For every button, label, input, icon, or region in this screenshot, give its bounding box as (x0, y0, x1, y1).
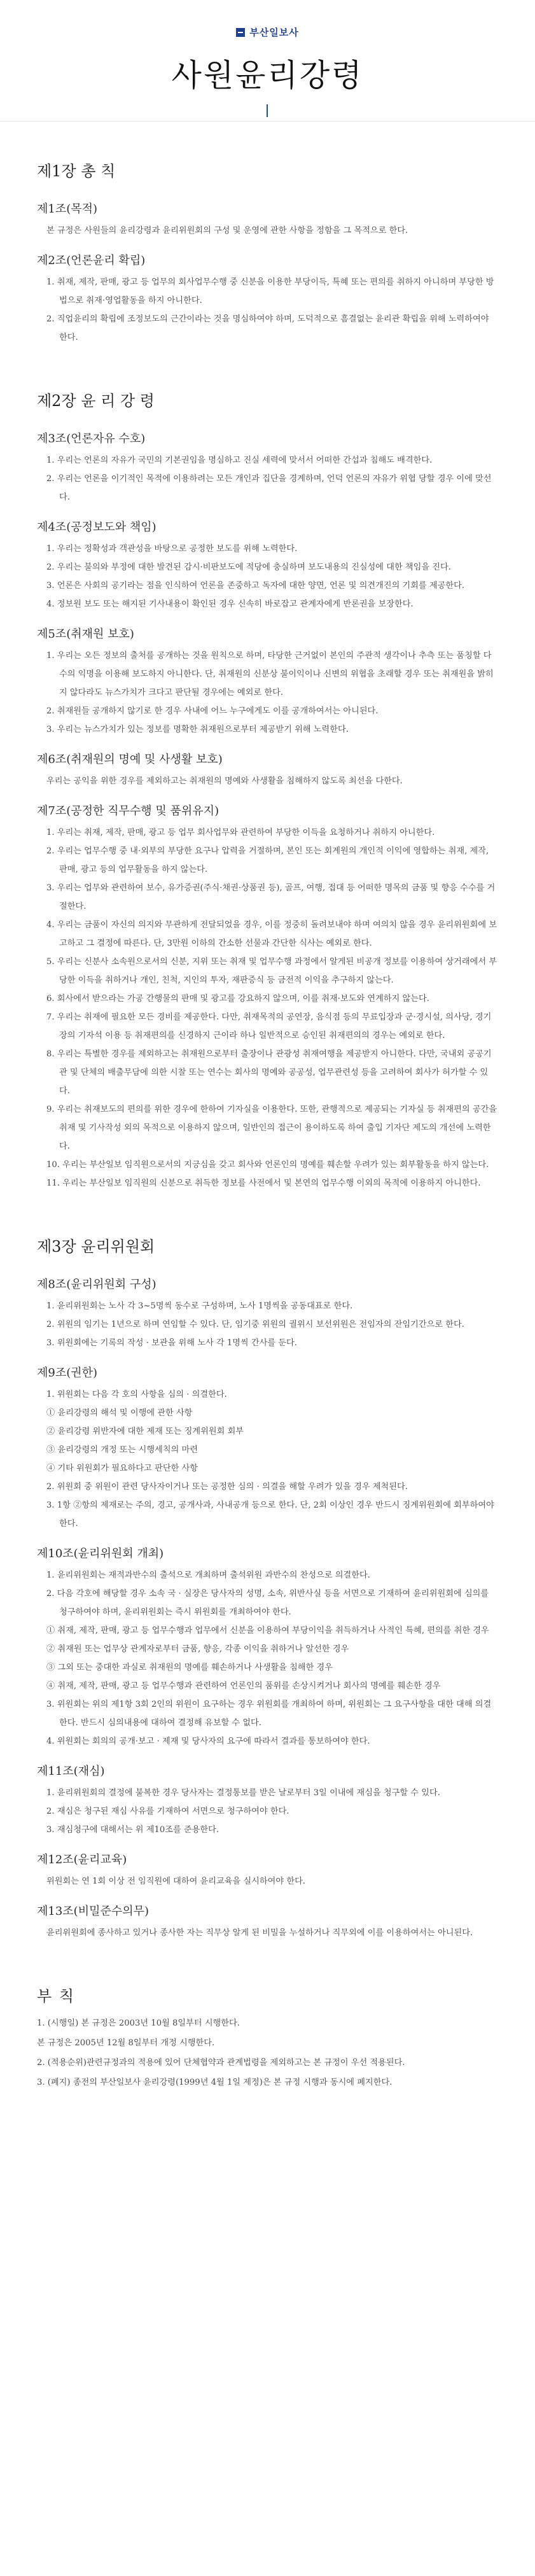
article-item: 3. 재심청구에 대해서는 위 제10조를 준용한다. (46, 1825, 219, 1835)
article-item: 11. 우리는 부산일보 임직원의 신분으로 취득한 정보를 사전에서 및 본연의 업무수행 이외의 목적에 이용하지 아니한다. (46, 1179, 481, 1188)
article-item: ② 윤리강령 위반자에 대한 제재 또는 징계위원회 회부 (46, 1427, 244, 1436)
article (37, 251, 498, 347)
article-item: 6. 회사에서 받으라는 가공 간행물의 판매 및 광고를 강요하지 않으며, 이를 취재·보도와 연계하지 않는다. (46, 994, 429, 1004)
article-body (37, 1872, 498, 1891)
article (37, 1902, 498, 1942)
article-item: 3. 1항 ②항의 제재로는 주의, 경고, 공개사과, 사내공개 등으로 한다. 단, 2회 이상인 경우 반드시 징계위원회에 회부하여야 한다. (46, 1501, 494, 1529)
article-item: 3. 위원회에는 기록의 작성 · 보관을 위해 노사 각 1명씩 간사를 둔다. (46, 1338, 297, 1348)
article-item: 8. 우리는 특별한 경우를 제외하고는 취재원으로부터 출장이나 관광성 취재여행을 제공받지 아니한다. 다만, 국내외 공공기관 및 단체의 배출무담에 의한 시찰 또는 연수는 회사의 명예와 공공성, 업무관련성 등을 고려하여 회사가 허가할 수 있다. (46, 1049, 492, 1096)
article-title: 제11조(재심) (37, 1765, 105, 1778)
article-item: 3. 우리는 업무와 관련하여 보수, 유가증권(주식·채권·상품권 등), 골프, 여행, 접대 등 어떠한 명목의 금품 및 향응 수수를 거절한다. (46, 883, 496, 911)
addenda-item: 1. (시행일) 본 규정은 2003년 10월 8일부터 시행한다. (37, 2019, 240, 2028)
article-title: 제2조(언론윤리 확립) (37, 254, 146, 267)
article-title: 제12조(윤리교육) (37, 1853, 127, 1866)
logo-icon (236, 28, 245, 37)
article-item: 2. 위원의 임기는 1년으로 하며 연임할 수 있다. 단, 임기중 위원의 궐위시 보선위원은 전임자의 잔임기간으로 한다. (46, 1320, 464, 1329)
article-body (37, 540, 498, 613)
article-item: 10. 우리는 부산일보 임직원으로서의 지긍심을 갖고 회사와 언론인의 명예를 훼손할 우려가 있는 회부활동을 하지 않는다. (46, 1160, 489, 1170)
article (37, 1544, 498, 1751)
article-item: 2. 위원회 중 위원이 관련 당사자이거나 또는 공정한 심의 · 의결을 해할 우려가 있을 경우 제척된다. (46, 1482, 408, 1492)
article-item: 1. 우리는 언론의 자유가 국민의 기본권임을 명심하고 진실 세력에 맞서서 어떠한 간섭과 침해도 배격한다. (46, 456, 433, 465)
addenda-item: 본 규정은 2005년 12월 8일부터 개정 시행한다. (37, 2038, 215, 2048)
brand-name: 부산일보사 (249, 27, 299, 38)
chapter-heading: 제1장 총 칙 (37, 162, 116, 180)
article-items (37, 540, 498, 613)
article-body (37, 1566, 498, 1751)
page-title: 사원윤리강령 (171, 57, 364, 94)
addenda-heading: 부 칙 (37, 1987, 75, 2005)
article-items (37, 1385, 498, 1533)
article-title: 제3조(언론자유 수호) (37, 432, 146, 445)
article-item: ① 취재, 제작, 판매, 광고 등 업무수행과 업무에서 신분을 이용하여 부당이익을 취득하거나 사적인 특혜, 편의를 취한 경우 (46, 1626, 489, 1635)
article-title: 제10조(윤리위원회 개최) (37, 1547, 164, 1560)
article-paragraph: 본 규정은 사원들의 윤리강령과 윤리위원회의 구성 및 운영에 관한 사항을 정함을 그 목적으로 한다. (46, 226, 408, 235)
page-header (0, 0, 535, 122)
article-items (37, 451, 498, 507)
article-item: ④ 취재, 제작, 판매, 광고 등 업무수행과 관련하여 언론인의 품위를 손상시켜거나 회사의 명예를 훼손한 경우 (46, 1681, 441, 1691)
chapter-3 (37, 1234, 498, 1942)
article-body (37, 221, 498, 240)
article-title: 제6조(취재원의 명예 및 사생활 보호) (37, 753, 223, 766)
article (37, 625, 498, 739)
article-item: 1. 우리는 취재, 제작, 판매, 광고 등 업무 회사업무와 관련하여 부당한 이득을 요청하거나 취하지 아니한다. (46, 828, 435, 837)
article-item: 2. 취재원들 공개하지 않기로 한 경우 사내에 어느 누구에게도 이를 공개하여서는 아니된다. (46, 706, 379, 716)
article-title: 제4조(공정보도와 책임) (37, 521, 156, 534)
article-items (37, 1297, 498, 1352)
article-item: 1. 우리는 오든 정보의 출처를 공개하는 것을 원칙으로 하며, 타당한 근거없이 본인의 주관적 생각이나 추측 또는 품칭할 다수의 익명을 이용해 보도하지 아니한다. 단, 취재원의 신분상 불이익이나 신변의 위협을 초래할 경우 또는 취재원을 밝히지 않다라도 뉴스가치가 크다고 판단될 경우에는 예외로 한다. (46, 651, 494, 697)
article-item: ② 취재원 또는 업무상 관계자로부터 금품, 향응, 각종 이익을 취하거나 알선한 경우 (46, 1644, 349, 1654)
article-body (37, 1784, 498, 1839)
article-paragraph: 우리는 공익을 위한 경우를 제외하고는 취재원의 명예와 사생활을 침해하지 않도록 최선을 다한다. (46, 776, 403, 786)
chapter-2 (37, 388, 498, 1193)
article-item: 2. 우리는 언론을 이기적인 목적에 이용하려는 모든 개인과 집단을 경계하며, 언덕 언론의 자유가 위협 당할 경우 이에 맞선다. (46, 474, 492, 502)
article-items (37, 273, 498, 347)
article-item: 1. 윤리위원회는 재적과반수의 출석으로 개최하며 출석위원 과반수의 찬성으로 의결한다. (46, 1571, 370, 1580)
article (37, 802, 498, 1193)
article-title: 제8조(윤리위원회 구성) (37, 1278, 156, 1291)
article-item: 7. 우리는 취재에 필요한 모든 경비를 제공한다. 다만, 취재목적의 공연장, 음식점 등의 무료입장과 군·경시설, 의사당, 경기장의 기자석 이용 등 취재편의를 신경하지 근이라 하나 일반적으로 승인된 취재편의의 경우는 예외로 한다. (46, 1012, 492, 1040)
article-item: 3. 언론은 사회의 공기라는 점을 인식하여 언론을 존중하고 독자에 대한 양면, 언론 및 의견개진의 기회를 제공한다. (46, 581, 465, 591)
article-items (37, 1784, 498, 1839)
article-body (37, 1385, 498, 1533)
article-item: ① 윤리강령의 해석 및 이행에 관한 사항 (46, 1408, 193, 1418)
article-body (37, 823, 498, 1193)
article-body (37, 1924, 498, 1942)
addenda-item: 2. (적용순위)관련규정과의 적용에 있어 단체협약과 관계법령을 제외하고는 본 규정이 우선 적용된다. (37, 2058, 405, 2068)
chapter-1 (37, 158, 498, 347)
article-item: 1. 윤리위원회의 결정에 불복한 경우 당사자는 결정통보를 받은 날로부터 3일 이내에 재심을 청구할 수 있다. (46, 1788, 440, 1798)
article (37, 1851, 498, 1891)
article-items (37, 1566, 498, 1751)
article (37, 1364, 498, 1533)
article (37, 750, 498, 790)
article-body (37, 1297, 498, 1352)
article-item: 1. 위원회는 다음 각 호의 사항을 심의 · 의결한다. (46, 1390, 227, 1399)
main-content (37, 122, 498, 2092)
article (37, 518, 498, 613)
article-item: 1. 취재, 제작, 판매, 광고 등 업무의 회사업무수행 중 신분을 이용한 부당이득, 특혜 또는 편의를 취하지 아니하며 부당한 방법으로 취재·영업활동을 하지 아니한다. (46, 277, 494, 305)
article-item: 1. 우리는 정확성과 객관성을 바탕으로 공정한 보도를 위해 노력한다. (46, 544, 298, 554)
article-item: 3. 위원회는 위의 제1항 3회 2인의 위원이 요구하는 경우 위원회를 개최하여 하며, 위원회는 그 요구사항을 대한 대해 의결한다. 반드시 심의내용에 대하여 결정해 유보할 수 없다. (46, 1700, 492, 1728)
article-item: 4. 우리는 금품이 자신의 의지와 무관하게 전달되었을 경우, 이를 정중히 돌려보내야 하며 여의치 않을 경우 윤리위원회에 보고하고 그 결정에 따른다. 단, 3만원 이하의 간소한 선물과 간단한 식사는 예외로 한다. (46, 920, 497, 948)
article-item: ③ 윤리강령의 개정 또는 시행세칙의 마련 (46, 1445, 198, 1455)
brand[interactable] (0, 25, 535, 39)
addenda (37, 1984, 498, 2092)
article-item: 9. 우리는 취재보도의 편의를 위한 경우에 한하여 기자실을 이용한다. 또한, 관행적으로 제공되는 기자실 등 취재편의 공간을 취재 및 기사작성 외의 목적으로 이용하지 않으며, 일반인의 접근이 용이하도록 하여 출입 기자단 제도의 개선에 노력한다. (46, 1105, 497, 1151)
article (37, 430, 498, 507)
article-item: 2. 다음 각호에 해당할 경우 소속 국 · 실장은 당사자의 성명, 소속, 위반사실 등을 서면으로 기재하여 윤리위원회에 심의를 청구하여야 하며, 윤리위원회는 즉시 위원회를 개최하여야 한다. (46, 1589, 489, 1617)
chapter-heading: 제3장 윤리위원회 (37, 1238, 155, 1256)
chapter-heading: 제2장 윤 리 강 령 (37, 392, 155, 410)
article-items (37, 823, 498, 1193)
article-item: ③ 그외 또는 중대한 과실로 취재원의 명예를 훼손하거나 사생활을 침해한 경우 (46, 1663, 333, 1672)
article-item: 2. 직업윤리의 확립에 조정보도의 근간이라는 것을 명심하여야 하며, 도덕적으로 흠결없는 윤리관 확립을 위해 노력하여야 한다. (46, 314, 489, 342)
addenda-item: 3. (폐지) 종전의 부산일보사 윤리강령(1999년 4월 1일 제정)은 본 규정 시행과 동시에 폐지한다. (37, 2078, 393, 2087)
article (37, 200, 498, 240)
article-title: 제13조(비밀준수의무) (37, 1905, 149, 1918)
article-title: 제7조(공정한 직무수행 및 품위유지) (37, 804, 219, 818)
article-title: 제9조(권한) (37, 1366, 98, 1380)
title-divider (267, 104, 268, 117)
article-paragraph: 위원회는 연 1회 이상 전 임직원에 대하여 윤리교육을 실시하여야 한다. (46, 1877, 306, 1886)
article (37, 1275, 498, 1352)
article (37, 1762, 498, 1839)
article-body (37, 451, 498, 507)
article-item: 2. 재심은 청구된 재심 사유를 기재하여 서면으로 청구하여야 한다. (46, 1807, 289, 1816)
article-item: 3. 우리는 뉴스가치가 있는 정보를 명확한 취재원으로부터 제공받기 위해 노력한다. (46, 725, 349, 734)
article-item: 4. 정보원 보도 또는 해지된 기사내용이 확인된 경우 신속히 바로잡고 관계자에게 반론권을 보장한다. (46, 599, 413, 609)
article-items (37, 647, 498, 739)
article-item: 4. 위원회는 회의의 공개·보고 · 제재 및 당사자의 요구에 따라서 결과를 통보하여야 한다. (46, 1737, 370, 1746)
addenda-list (37, 2013, 498, 2092)
article-item: 1. 윤리위원회는 노사 각 3~5명씩 동수로 구성하며, 노사 1명씩을 공동대표로 한다. (46, 1301, 353, 1311)
article-item: 5. 우리는 신분사 소속원으로서의 신분, 지위 또는 취재 및 업무수행 과정에서 알게된 비공개 정보를 이용하여 상거래에서 부당한 이득을 취하거나 개인, 친척, 지인의 투자, 재판증식 등 금전적 이익을 추구하지 않는다. (46, 957, 497, 985)
article-body (37, 647, 498, 739)
article-item: 2. 우리는 업무수행 중 내·외부의 부당한 요구나 압력을 거절하며, 본인 또는 회계원의 개인적 이익에 영합하는 취재, 제작, 판매, 광고 등의 업무활동을 하지 않는다. (46, 846, 489, 874)
article-item: 2. 우리는 불의와 부정에 대한 발견된 감시·비판보도에 적당에 충실하며 보도내용의 진실성에 대한 책임을 진다. (46, 563, 451, 572)
chapter-list (37, 158, 498, 1942)
article-title: 제1조(목적) (37, 202, 98, 216)
article-body (37, 273, 498, 347)
article-item: ④ 기타 위원회가 필요하다고 판단한 사항 (46, 1464, 198, 1473)
article-paragraph: 윤리위원회에 종사하고 있거나 종사한 자는 직무상 알게 된 비밀을 누설하거나 직무외에 이를 이용하여서는 아니된다. (46, 1928, 473, 1938)
article-title: 제5조(취재원 보호) (37, 627, 134, 641)
article-body (37, 772, 498, 790)
